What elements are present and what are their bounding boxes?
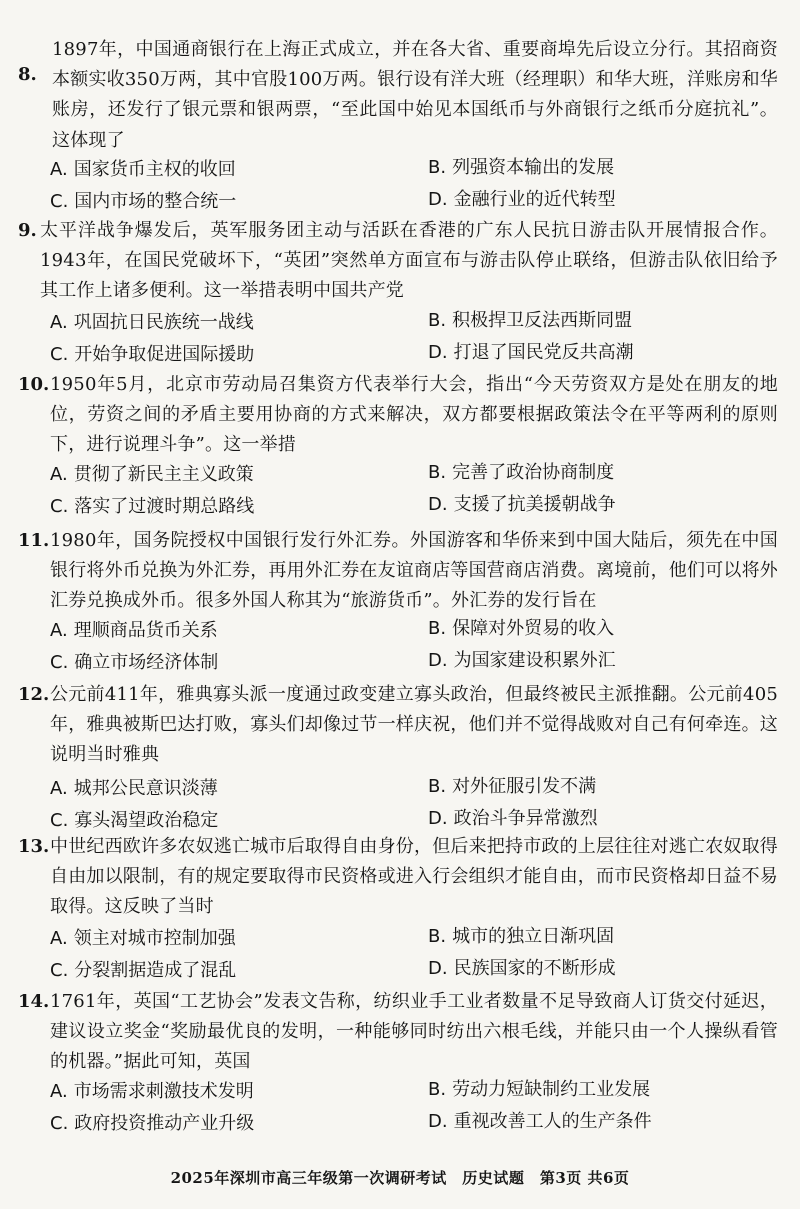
option-letter: D. — [428, 189, 448, 210]
option-letter: B. — [428, 926, 447, 947]
option-letter: C. — [50, 1113, 69, 1134]
option-text: 贯彻了新民主主义政策 — [73, 464, 254, 485]
option-text: 巩固抗日民族统一战线 — [73, 312, 254, 333]
option-text: 列强资本输出的发展 — [452, 157, 615, 178]
option-c — [50, 340, 254, 370]
question-number: 14. — [18, 991, 50, 1012]
option-text: 市场需求刺激技术发明 — [73, 1081, 254, 1102]
option-letter: A. — [50, 620, 68, 641]
question-stem: 1980年，国务院授权中国银行发行外汇券。外国游客和华侨来到中国大陆后，须先在中国银行将外币兑换为外汇券，再用外汇券在友谊商店等国营商店消费。离境前，他们可以将外汇券兑换成外币。很多外国人称其为“旅游货币”。外汇券的发行旨在 — [50, 530, 778, 612]
question-number: 11. — [18, 530, 50, 551]
option-letter: D. — [428, 958, 448, 979]
option-letter: B. — [428, 776, 447, 797]
question-stem: 1897年，中国通商银行在上海正式成立，并在各大省、重要商埠先后设立分行。其招商资本额实收350万两，其中官股100万两。银行设有洋大班（经理职）和华大班，洋账房和华账房，还发行了银元票和银两票，“至此国中始见本国纸币与外商银行之纸币分庭抗礼”。这体现了 — [52, 39, 778, 151]
option-text: 金融行业的近代转型 — [453, 189, 616, 210]
option-letter: C. — [50, 960, 69, 981]
question-number: 10. — [18, 374, 50, 395]
option-letter: B. — [428, 157, 447, 178]
option-text: 为国家建设积累外汇 — [453, 650, 616, 671]
option-text: 国内市场的整合统一 — [74, 191, 237, 212]
option-a — [50, 774, 218, 804]
option-c — [50, 648, 218, 678]
option-letter: D. — [428, 342, 448, 363]
option-letter: B. — [428, 462, 447, 483]
option-b — [428, 614, 614, 644]
option-text: 支援了抗美援朝战争 — [453, 494, 616, 515]
option-text: 寡头渴望政治稳定 — [74, 810, 219, 831]
option-c — [50, 956, 236, 986]
option-letter: D. — [428, 650, 448, 671]
option-text: 落实了过渡时期总路线 — [74, 496, 255, 517]
option-d — [428, 954, 616, 984]
option-c — [50, 1109, 254, 1139]
question-number: 8. — [18, 64, 37, 85]
question-stem: 公元前411年，雅典寡头派一度通过政变建立寡头政治，但最终被民主派推翻。公元前405年，雅典被斯巴达打败，寡头们却像过节一样庆祝，他们并不觉得战败对自己有何牵连。这说明当时雅典 — [50, 684, 778, 766]
option-letter: C. — [50, 496, 69, 517]
option-b — [428, 153, 614, 183]
option-b — [428, 922, 614, 952]
option-text: 积极捍卫反法西斯同盟 — [452, 310, 633, 331]
question-stem: 1950年5月，北京市劳动局召集资方代表举行大会，指出“今天劳资双方是处在朋友的地位，劳资之间的矛盾主要用协商的方式来解决，双方都要根据政策法令在平等两利的原则下，进行说理斗争”。这一举措 — [50, 374, 778, 456]
option-text: 领主对城市控制加强 — [73, 928, 236, 949]
option-text: 城市的独立日渐巩固 — [452, 926, 615, 947]
option-d — [428, 804, 598, 834]
option-text: 理顺商品货币关系 — [73, 620, 218, 641]
page-footer: 2025年深圳市高三年级第一次调研考试 历史试题 第3页 共6页 — [170, 1169, 630, 1187]
option-letter: A. — [50, 1081, 68, 1102]
option-letter: A. — [50, 312, 68, 333]
option-letter: B. — [428, 1079, 447, 1100]
option-letter: A. — [50, 778, 68, 799]
question-number: 12. — [18, 684, 50, 705]
option-letter: D. — [428, 1111, 448, 1132]
question-stem: 中世纪西欧许多农奴逃亡城市后取得自由身份，但后来把持市政的上层往往对逃亡农奴取得自由加以限制，有的规定要取得市民资格或进入行会组织才能自由，而市民资格却日益不易取得。这反映了当时 — [50, 836, 778, 918]
option-d — [428, 490, 616, 520]
option-b — [428, 458, 614, 488]
question-number: 13. — [18, 836, 50, 857]
option-a — [50, 155, 236, 185]
option-letter: D. — [428, 808, 448, 829]
option-b — [428, 306, 632, 336]
option-a — [50, 308, 254, 338]
option-letter: C. — [50, 810, 69, 831]
option-b — [428, 772, 596, 802]
option-text: 城邦公民意识淡薄 — [73, 778, 218, 799]
option-text: 政治斗争异常激烈 — [453, 808, 598, 829]
option-d — [428, 185, 616, 215]
option-d — [428, 338, 634, 368]
option-letter: B. — [428, 618, 447, 639]
option-a — [50, 460, 254, 490]
option-a — [50, 924, 236, 954]
option-c — [50, 187, 236, 217]
option-d — [428, 646, 616, 676]
option-b — [428, 1075, 650, 1105]
option-text: 完善了政治协商制度 — [452, 462, 615, 483]
option-text: 保障对外贸易的收入 — [452, 618, 615, 639]
option-letter: C. — [50, 191, 69, 212]
question-stem: 1761年，英国“工艺协会”发表文告称，纺织业手工业者数量不足导致商人订货交付延迟，建议设立奖金“奖励最优良的发明，一种能够同时纺出六根毛线，并能只由一个人操纵看管的机器。”据此可知，英国 — [50, 991, 778, 1073]
question-stem: 太平洋战争爆发后，英军服务团主动与活跃在香港的广东人民抗日游击队开展情报合作。1943年，在国民党破坏下，“英团”突然单方面宣布与游击队停止联络，但游击队依旧给予其工作上诸多便利。这一举措表明中国共产党 — [40, 220, 778, 302]
option-text: 重视改善工人的生产条件 — [453, 1111, 652, 1132]
option-letter: A. — [50, 159, 68, 180]
option-text: 对外征服引发不满 — [452, 776, 597, 797]
option-text: 分裂割据造成了混乱 — [74, 960, 237, 981]
option-text: 劳动力短缺制约工业发展 — [452, 1079, 651, 1100]
option-text: 确立市场经济体制 — [74, 652, 219, 673]
option-text: 民族国家的不断形成 — [453, 958, 616, 979]
option-text: 国家货币主权的收回 — [73, 159, 236, 180]
option-letter: B. — [428, 310, 447, 331]
option-d — [428, 1107, 652, 1137]
option-c — [50, 492, 254, 522]
option-a — [50, 1077, 254, 1107]
option-a — [50, 616, 218, 646]
option-letter: C. — [50, 652, 69, 673]
option-letter: D. — [428, 494, 448, 515]
question-number: 9. — [18, 220, 37, 241]
option-text: 打退了国民党反共高潮 — [453, 342, 634, 363]
option-letter: A. — [50, 464, 68, 485]
option-text: 政府投资推动产业升级 — [74, 1113, 255, 1134]
option-letter: C. — [50, 344, 69, 365]
option-letter: A. — [50, 928, 68, 949]
option-text: 开始争取促进国际援助 — [74, 344, 255, 365]
